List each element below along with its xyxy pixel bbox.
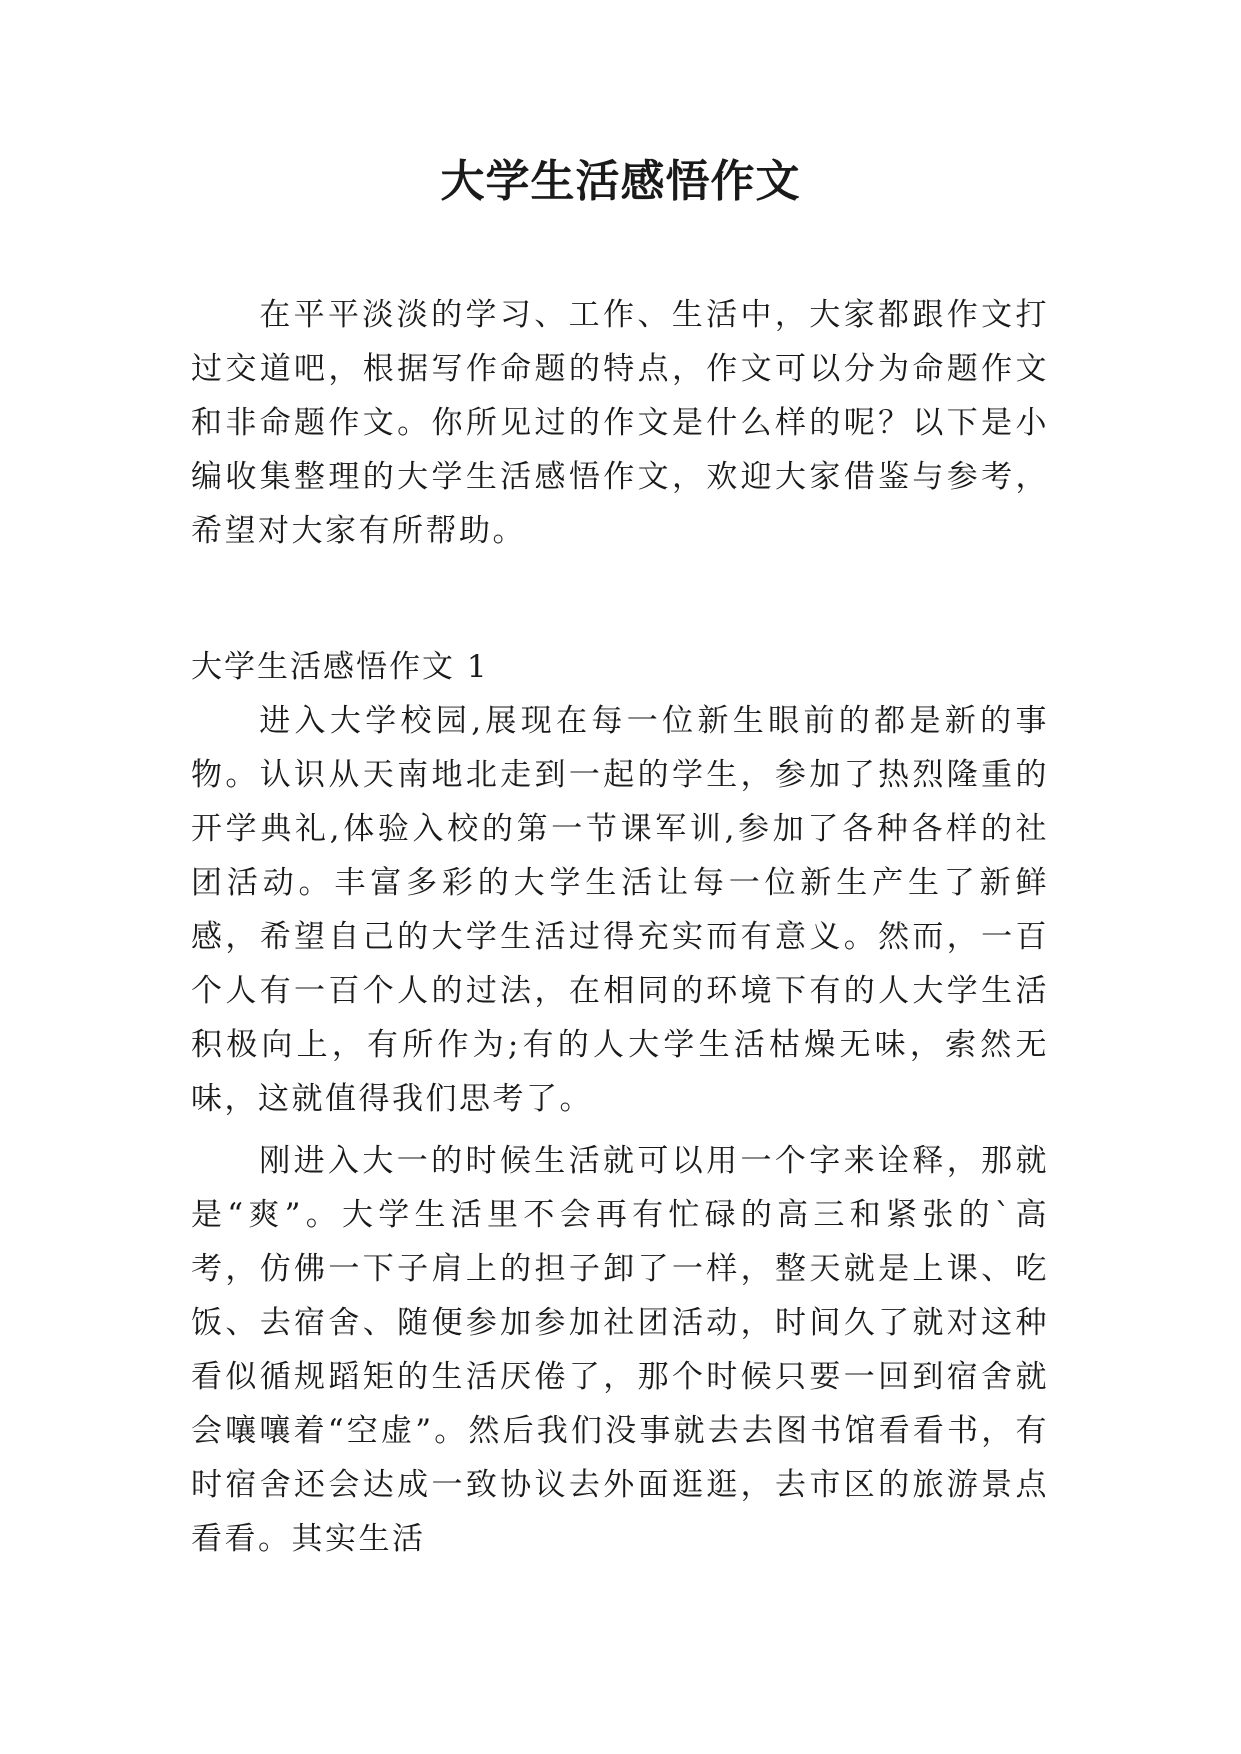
body-paragraph: 刚进入大一的时候生活就可以用一个字来诠释，那就是“爽”。大学生活里不会再有忙碌的高三和紧张的`高考，仿佛一下子肩上的担子卸了一样，整天就是上课、吃饭、去宿舍、随便参加参加社团活动，时间久了就对这种看似循规蹈矩的生活厌倦了，那个时候只要一回到宿舍就会嚷嚷着“空虚”。然后我们没事就去去图书馆看看书，有时宿舍还会达成一致协议去外面逛逛，去市区的旅游景点看看。其实生活: [191, 1143, 1049, 1557]
intro-paragraph: 在平平淡淡的学习、工作、生活中，大家都跟作文打过交道吧，根据写作命题的特点，作文可以分为命题作文和非命题作文。你所见过的作文是什么样的呢？以下是小编收集整理的大学生活感悟作文，欢迎大家借鉴与参考，希望对大家有所帮助。: [191, 297, 1049, 549]
body-paragraph: 进入大学校园,展现在每一位新生眼前的都是新的事物。认识从天南地北走到一起的学生，参加了热烈隆重的开学典礼,体验入校的第一节课军训,参加了各种各样的社团活动。丰富多彩的大学生活让每一位新生产生了新鲜感，希望自己的大学生活过得充实而有意义。然而，一百个人有一百个人的过法，在相同的环境下有的人大学生活积极向上，有所作为;有的人大学生活枯燥无味，索然无味，这就值得我们思考了。: [191, 703, 1049, 1117]
section-heading: 大学生活感悟作文 1: [191, 649, 489, 685]
document-title: 大学生活感悟作文: [440, 156, 801, 207]
